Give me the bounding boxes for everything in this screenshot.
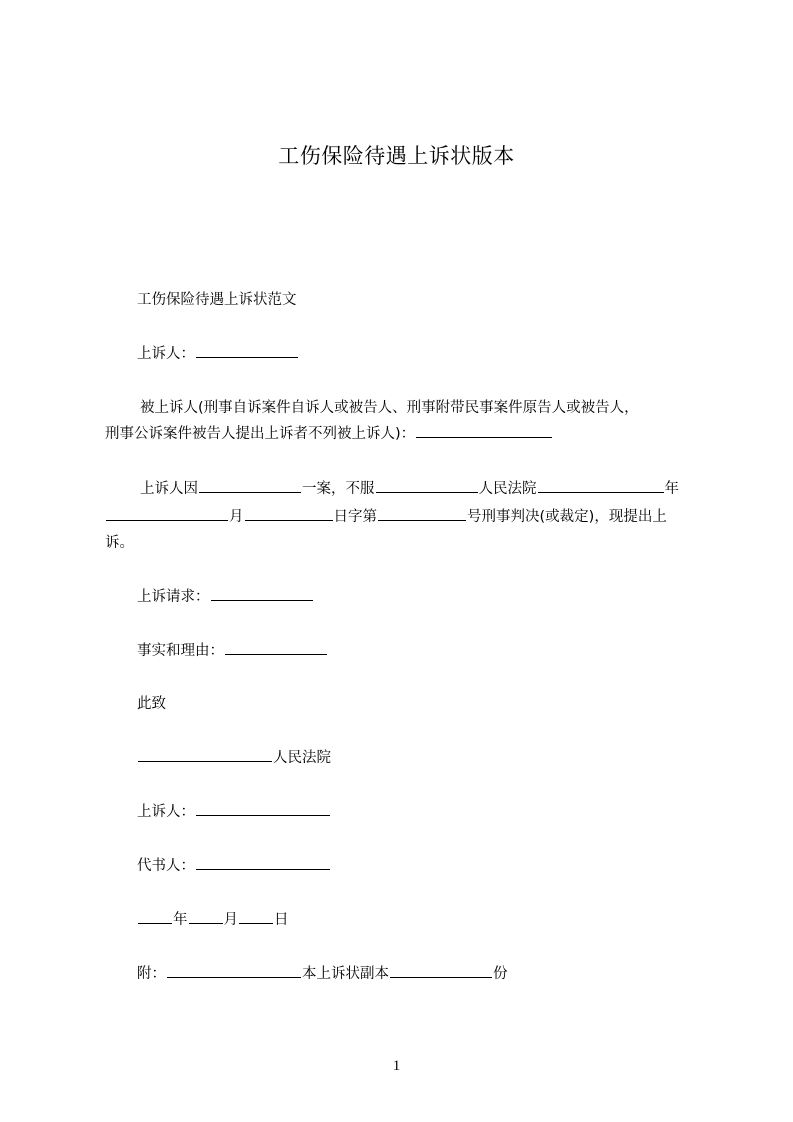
case-line-1 (140, 477, 740, 502)
date-month: 月 (223, 912, 238, 928)
case-line-3: 诉。 (105, 535, 134, 551)
signer-appellant-label: 上诉人： (137, 804, 195, 820)
date-line (137, 908, 737, 933)
document-title: 工伤保险待遇上诉状版本 (278, 144, 515, 168)
court-blank-2 (138, 746, 272, 762)
closing-text: 此致 (137, 696, 166, 712)
attachment-line (137, 962, 737, 987)
court-suffix: 人民法院 (273, 750, 331, 766)
attach-mid: 本上诉状副本 (302, 966, 389, 982)
writer-line (137, 854, 737, 879)
signer-appellant-blank (196, 800, 330, 816)
request-blank (211, 585, 313, 601)
court-line (137, 746, 737, 771)
case-text-g: 号刑事判决(或裁定)，现提出上 (467, 509, 667, 525)
respondent-line-1: 被上诉人(刑事自诉案件自诉人或被告人、刑事附带民事案件原告人或被告人， (140, 400, 639, 416)
subtitle: 工伤保险待遇上诉状范文 (137, 292, 297, 308)
number-blank (378, 505, 466, 521)
facts-label: 事实和理由： (137, 643, 224, 659)
case-text-c: 人民法院 (478, 481, 537, 497)
date-year: 年 (173, 912, 188, 928)
facts-line (137, 639, 737, 664)
case-text-d: 年 (664, 481, 679, 497)
date-day: 日 (274, 912, 289, 928)
respondent-label: 刑事公诉案件被告人提出上诉者不列被上诉人)： (105, 426, 416, 442)
case-text-e: 月 (229, 509, 244, 525)
signer-appellant-line (137, 800, 737, 825)
court-blank-1 (376, 477, 478, 493)
date-year-blank (138, 908, 172, 924)
appellant-label: 上诉人： (137, 346, 195, 362)
attach-blank-2 (390, 962, 492, 978)
year-blank (538, 477, 664, 493)
respondent-blank (416, 422, 552, 438)
date-month-blank (189, 908, 223, 924)
attach-label: 附： (137, 966, 166, 982)
appellant-line (137, 342, 737, 367)
case-text-f: 日字第 (333, 509, 377, 525)
writer-label: 代书人： (137, 858, 195, 874)
month-blank (106, 505, 228, 521)
case-blank-1 (199, 477, 301, 493)
page-number: 1 (392, 1058, 401, 1074)
writer-blank (196, 854, 330, 870)
facts-blank (225, 639, 327, 655)
request-line (137, 585, 737, 610)
request-label: 上诉请求： (137, 589, 210, 605)
case-text-a: 上诉人因 (140, 481, 198, 497)
date-day-blank (239, 908, 273, 924)
attach-end: 份 (493, 966, 508, 982)
case-line-2 (105, 505, 705, 530)
attach-blank-1 (167, 962, 301, 978)
day-blank (245, 505, 333, 521)
case-text-b: 一案，不服 (302, 481, 375, 497)
appellant-blank (196, 342, 298, 358)
respondent-line-2 (105, 422, 705, 447)
